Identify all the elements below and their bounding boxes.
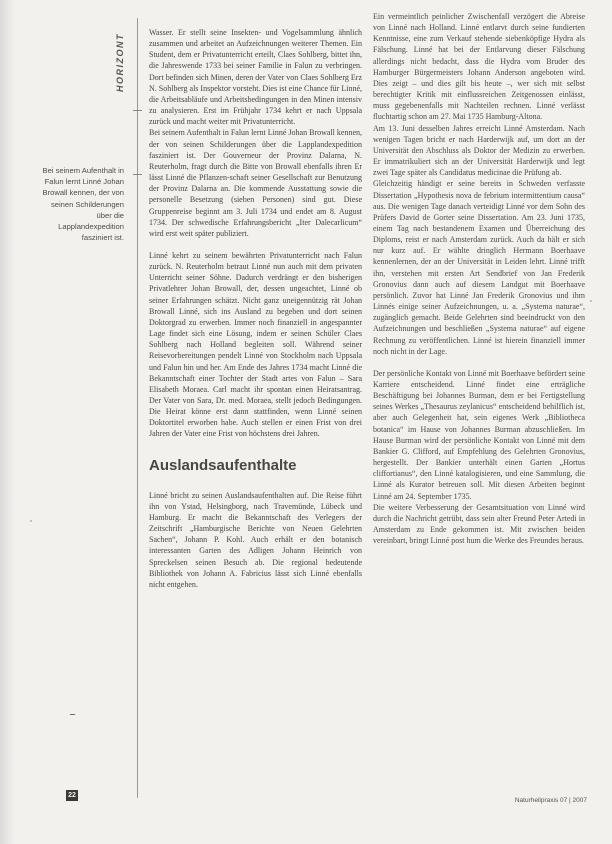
- paragraph: Ein vermeintlich peinlicher Zwischenfall verzögert die Abreise von Linné nach Holland. Linné entlarvt durch seine fundierten Kenntnisse, eine zum Verkauf stehende siebenköpfige Hydra als Fälschung. Linné hat bei der Entlarvung dieser Fälschung allerdings nicht bedacht, dass die Hydra vom Bruder des Hamburger Bürgermeisters Johann Anderson angeboten wird. Dies zeigt – und dies gilt bis heute –, wer sich mit selbst berechtigter Kritik mit einflussreichen Zeitgenossen einlässt, muss gegebenenfalls mit Nachteilen rechnen. Linné verlässt fluchtartig schon am 27. Mai 1735 Hamburg-Altona.: [373, 12, 585, 122]
- paragraph: Linné bricht zu seinen Auslandsaufenthalten auf. Die Reise führt ihn von Ystad, Helsingborg, nach Travemünde, Lübeck und Hamburg. Er macht die Bekanntschaft des Verlegers der Zeitschrift „Hamburgische Berichte von Neuen Gelehrten Sachen“, Johann P. Kohl. Auch erhält er den botanisch interessanten Garten des Adligen Johann Heinrich von Spreckelsen seinen Besuch ab. Die regional bedeutende Bibliothek von Johann A. Fabricius lässt sich Linné ebenfalls nicht entgehen.: [149, 490, 362, 589]
- margin-dash: [70, 714, 75, 715]
- scan-speck: [590, 300, 592, 302]
- section-heading: Auslandsaufenthalte: [149, 456, 297, 474]
- paragraph: Gleichzeitig händigt er seine bereits in Schweden verfasste Dissertation „Hypothesis nova de febrium intermittentium causa“ aus. Die wenigen Tage danach verteidigt Linné vor dem Sohn des Prüfers David de Gorter seine Dissertation. Am 23. Juni 1735, einem Tag nach bestandenem Examen und Überreichung des Diploms, reist er nach Amsterdam zurück. Auch da hält er sich nur kurz auf. Er wählte dringlich Hermann Boerhaave kennenlernen, der an der Universität in Leiden lehrt. Linné trifft ihn, verstehen mit ersten Art Sendbrief von Jan Frederik Gronovius dann auch auf diesem Landgut mit Boerhaave persönlich. Zuvor hat Linné Jan Frederik Gronovius und ihm Linnés einige seiner Aufzeichnungen, u. a. „Systema naturae“, zugänglich gemacht. Beide Gelehrten sind beeindruckt von den Aufzeichnungen und beschließen „Systema naturae“ auf eigene Rechnung zu veröffentlichen. Linné ist hierein finanziell immer noch nicht in der Lage.: [373, 179, 585, 356]
- column-divider: [137, 18, 138, 798]
- paragraph-gap: [149, 239, 362, 250]
- text-column-left: [149, 27, 362, 590]
- paragraph-gap: [373, 357, 585, 368]
- paragraph: Die weitere Verbesserung der Gesamtsituation von Linné wird durch die Nachricht getrübt, dass sein alter Freund Peter Artedi in Amsterdam zu Ende gekommen ist. Mit zwischen beiden vereinbart, bringt Linné post hum die Werke des Freundes heraus.: [373, 502, 585, 546]
- divider-tick: [133, 110, 142, 111]
- paragraph: Wasser. Er stellt seine Insekten- und Vogelsammlung ähnlich zusammen und arbeitet an Aufzeichnungen weiterer Themen. Ein Student, dem er Privatunterricht erteilt, Claes Sohlberg, bittet ihn, die Jahreswende 1733 bei seiner Familie in Falun zu verbringen. Dort befinden sich Minen, deren der Vater von Claes Sohlberg Erz N. Sohlberg als Inspektor vorsteht. Dies ist eine Chance für Linné, die Arbeitsabläufe und Arbeitsbedingungen in den Minen intensiv zu analysieren. Erst im Frühjahr 1734 kehrt er nach Uppsala zurück und macht weiter mit Privatunterricht.: [149, 28, 362, 127]
- paragraph: Der persönliche Kontakt von Linné mit Boerhaave befördert seine Karriere entscheidend. Linné findet eine erträgliche Beschäftigung bei Johannes Burman, dem er bei Fertigstellung seines Werkes „Thesaurus zeylanicus“ entscheidend behilflich ist, aber auch Gelegenheit hat, sein eigenes Werk „Bibliotheca botanica“ im Hause von Johannes Burman abzuschließen. Im Hause Burman wird der persönliche Kontakt von Linné mit dem Bankier G. Clifford, auf Empfehlung des Gelehrten Gronovius, hergestellt. Der Bankier unterhält einen Garten „Hortus cliffortianus“, den Linné katalogisieren, und eine Sammlung, die Linné als Kurator betreuen soll. Mit diesen Arbeiten beginnt Linné am 24. September 1735.: [373, 368, 585, 501]
- paragraph: Linné kehrt zu seinem bewährten Privatunterricht nach Falun zurück. N. Reuterholm betraut Linné nun auch mit dem privaten Unterricht seiner Söhne. Dadurch verdrängt er den bisherigen Privatlehrer Johan Browall, der, dessen ungeachtet, Linné ob seiner Erfahrungen schätzt. Nicht ganz uneigennützig rät Johan Browall Linné, sich ins Ausland zu begeben und dort seinen Doktorgrad zu erwerben. Immer noch finanziell in angespannter Lage findet sich eine Lösung, indem er seinen Schüler Claes Sohlberg nach Holland begleiten soll. Während seiner Reisevorbereitungen pendelt Linné von Stockholm nach Uppsala und Falun hin und her. Am Ende des Jahres 1734 macht Linné die Bekanntschaft einer Tochter der Stadt artes von Falun – Sara Elisabeth Moraea. Carl macht ihr spontan einen Heiratsantrag. Der Vater von Sara, Dr. med. Moraea, stellt jedoch Bedingungen. Die Heirat könne erst dann stattfinden, wenn Linné seinen Doktortitel erworben habe. Auch stellen er einen Frist von drei Jahren der Vater eine Frist von höchstens drei Jahren.: [149, 250, 362, 439]
- footer-journal: Naturheilpraxis 07 | 2007: [514, 797, 587, 804]
- page-number: 22: [66, 790, 78, 801]
- paragraph: Bei seinem Aufenthalt in Falun lernt Linné Johan Browall kennen, der von seinen Schilderungen über die Lapplandexpedition fasziniert ist. Der Gouverneur der Provinz Dalarna, N. Reuterholm, fragt durch die Bitte von Browall ebenfalls ihren Er lässt Linné die Pflanzen-schaft seiner Gesellschaft zur Benutzung der Provinz Dalarna an. Die kommende Ausstattung sowie die personelle Besetzung (sieben Personen) sind gut. Diese Gruppenreise beginnt am 3. Juli 1734 und endet am 8. August 1734. Der schwedische Erfahrungsbericht „Iter Dalecarlicum“ wird erst weit später publiziert.: [149, 128, 362, 238]
- text-column-right: [373, 11, 585, 546]
- paragraph: Am 13. Juni desselben Jahres erreicht Linné Amsterdam. Nach wenigen Tagen bricht er nach Harderwijk auf, um dort an der Universität den Abschluss als Doktor der Medizin zu erwerben. Er immatrikuliert sich an der Universität Harderwijk und legt zwei Tage später als Candidatus medicinae die Prüfung ab.: [373, 123, 585, 178]
- marginal-note: Bei seinem Aufenthalt in Falun lernt Linné Johan Browall kennen, der von seinen Schilderungen über die Lapplandexpedition fasziniert ist.: [42, 166, 124, 243]
- section-label: HORIZONT: [115, 33, 125, 93]
- scan-speck: [30, 520, 32, 522]
- divider-tick: [133, 174, 142, 175]
